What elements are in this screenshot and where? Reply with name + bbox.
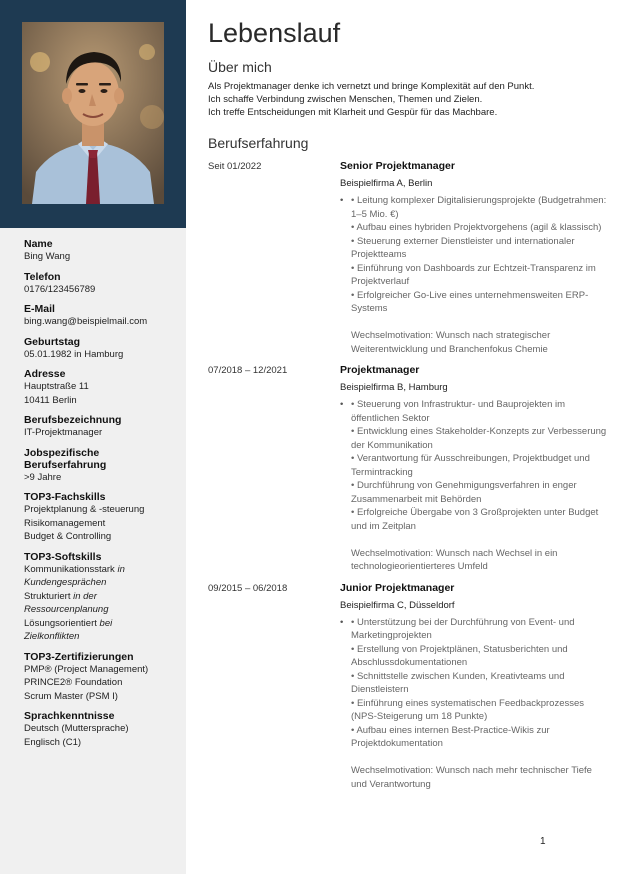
birthday-label: Geburtstag: [24, 335, 81, 348]
job-body: [340, 582, 608, 792]
job-task: • Steuerung externer Dienstleister und internationaler Projektteams: [351, 235, 575, 260]
about-line: Ich treffe Entscheidungen mit Klarheit und Gespür für das Machbare.: [208, 107, 498, 118]
job-motivation: Wechselmotivation: Wunsch nach strategischer Weiterentwicklung und Branchenfokus Chemie: [351, 330, 551, 355]
job-company: Beispielfirma C, Düsseldorf: [340, 599, 455, 611]
job-date: 09/2015 – 06/2018: [208, 582, 288, 594]
job-task: • Schnittstelle zwischen Kunden, Kreativteams und Dienstleistern: [351, 670, 565, 695]
job-task: • Erfolgreicher Go-Live eines unternehmensweiten ERP-Systems: [351, 289, 589, 314]
job-motivation: Wechselmotivation: Wunsch nach mehr technischer Tiefe und Verantwortung: [351, 765, 592, 790]
sidebar: [0, 0, 186, 874]
languages-label: Sprachkenntnisse: [24, 710, 115, 722]
soft-skill-context-line: [24, 603, 180, 617]
job-task: • Aufbau eines hybriden Projektvorgehens (agil & klassisch): [351, 222, 602, 233]
sidebar-details: [24, 238, 180, 756]
job-entry: [208, 582, 608, 792]
experience-heading: Berufserfahrung: [208, 135, 309, 151]
language-item: Englisch (C1): [24, 736, 82, 748]
job-task: • Steuerung von Infrastruktur- und Bauprojekten im öffentlichen Sektor: [351, 399, 566, 424]
about-line: Ich schaffe Verbindung zwischen Menschen, Themen und Zielen.: [208, 94, 483, 105]
job-task: • Unterstützung bei der Durchführung von Event- und Marketingprojekten: [351, 616, 575, 641]
job-title: Projektmanager: [340, 364, 420, 376]
job-entry: [208, 364, 608, 574]
soft-skill-context: Zielkonflikten: [24, 631, 80, 642]
job-body: [340, 160, 608, 356]
name-section: [24, 238, 180, 264]
name-label: Name: [24, 238, 53, 250]
job-title: Senior Projektmanager: [340, 160, 455, 172]
experience-value: >9 Jahre: [24, 471, 62, 483]
soft-skill-context: in: [117, 563, 125, 575]
job-title-section: [24, 414, 180, 440]
portrait-illustration: [22, 22, 164, 204]
phone-label: Telefon: [24, 270, 61, 283]
address-line1: Hauptstraße 11: [24, 381, 89, 392]
job-entry: [208, 160, 608, 356]
job-task: • Erstellung von Projektplänen, Statusberichten und Abschlussdokumentationen: [351, 643, 568, 668]
job-motivation: Wechselmotivation: Wunsch nach Wechsel in ein technologieorientierteres Umfeld: [351, 547, 558, 572]
cert-item: PRINCE2® Foundation: [24, 677, 123, 688]
cert-item: Scrum Master (PSM I): [24, 690, 118, 702]
job-task: • Durchführung von Genehmigungsverfahren in enger Zusammenarbeit mit Behörden: [351, 480, 577, 505]
soft-skills-section: [24, 551, 180, 644]
soft-skill-item: [24, 563, 180, 577]
address-line2: 10411 Berlin: [24, 394, 77, 406]
experience-label-line1: Jobspezifische: [24, 446, 100, 459]
hard-skill-item: Budget & Controlling: [24, 531, 112, 542]
soft-skill-main: Lösungsorientiert: [24, 617, 100, 629]
job-task: • Einführung von Dashboards zur Echtzeit-Transparenz im Projektverlauf: [351, 262, 596, 287]
email-label: E-Mail: [24, 303, 55, 315]
phone-section: [24, 271, 180, 297]
soft-skill-main: Kommunikationsstark: [24, 563, 118, 575]
address-section: [24, 368, 180, 407]
hard-skill-item: Risikomanagement: [24, 517, 106, 529]
job-task: • Verantwortung für Ausschreibungen, Projektbudget und Termintracking: [351, 453, 590, 478]
experience-section: [24, 447, 180, 485]
soft-skills-label: TOP3-Softskills: [24, 550, 102, 563]
job-task-list: [340, 194, 608, 356]
main-content: [208, 16, 608, 791]
job-body: [340, 364, 608, 574]
soft-skill-context: in der: [73, 590, 97, 602]
soft-skill-context: bei: [99, 617, 113, 629]
bullet-icon: •: [340, 399, 344, 410]
name-value: Bing Wang: [24, 251, 71, 262]
hard-skills-label: TOP3-Fachskills: [24, 491, 106, 503]
bullet-icon: •: [340, 616, 344, 628]
certs-label: TOP3-Zertifizierungen: [24, 650, 134, 663]
soft-skill-context: Ressourcenplanung: [24, 604, 109, 615]
job-task: • Aufbau eines internen Best-Practice-Wikis zur Projektdokumentation: [351, 724, 550, 749]
about-text: [208, 80, 608, 119]
job-title-label: Berufsbezeichnung: [24, 414, 122, 426]
soft-skill-main: Strukturiert: [24, 590, 74, 602]
birthday-section: [24, 336, 180, 362]
job-task: • Erfolgreiche Übergabe von 3 Großprojekten unter Budget und im Zeitplan: [351, 507, 599, 532]
certs-section: [24, 651, 180, 704]
job-task-list: [340, 616, 608, 792]
page-title: Lebenslauf: [208, 18, 341, 48]
bullet-icon: •: [340, 195, 344, 206]
job-company: Beispielfirma B, Hamburg: [340, 382, 448, 393]
about-section: [208, 58, 608, 119]
soft-skill-item: [24, 617, 180, 631]
phone-value: 0176/123456789: [24, 283, 96, 295]
job-task: • Leitung komplexer Digitalisierungsprojekte (Budgetrahmen: 1–5 Mio. €): [351, 195, 607, 220]
email-value: bing.wang@beispielmail.com: [24, 316, 148, 327]
soft-skill-context-line: [24, 630, 180, 644]
language-item: Deutsch (Muttersprache): [24, 723, 129, 734]
soft-skill-context: Kundengesprächen: [24, 577, 107, 588]
cert-item: PMP® (Project Management): [24, 663, 149, 675]
photo-band: [0, 0, 186, 228]
hard-skill-item: Projektplanung & -steuerung: [24, 504, 145, 515]
experience-label-line2: Berufserfahrung: [24, 458, 107, 471]
birthday-value: 05.01.1982 in Hamburg: [24, 348, 124, 360]
email-section: [24, 303, 180, 329]
job-date: 07/2018 – 12/2021: [208, 365, 288, 376]
about-heading: Über mich: [208, 59, 272, 75]
about-line: Als Projektmanager denke ich vernetzt und bringe Komplexität auf den Punkt.: [208, 81, 535, 92]
job-task-list: [340, 398, 608, 574]
job-title: Junior Projektmanager: [340, 581, 455, 594]
job-date: Seit 01/2022: [208, 161, 262, 172]
job-task: • Entwicklung eines Stakeholder-Konzepts zur Verbesserung der Kommunikation: [351, 426, 607, 451]
portrait-photo: [22, 22, 164, 204]
job-task: • Einführung eines systematischen Feedbackprozesses (NPS-Steigerung um 18 Punkte): [351, 697, 585, 722]
soft-skill-item: [24, 590, 180, 604]
job-company: Beispielfirma A, Berlin: [340, 178, 433, 189]
job-title-value: IT-Projektmanager: [24, 427, 103, 438]
address-label: Adresse: [24, 368, 66, 380]
soft-skill-context-line: [24, 576, 180, 590]
languages-section: [24, 710, 180, 749]
hard-skills-section: [24, 491, 180, 544]
page-number: 1: [540, 836, 546, 847]
